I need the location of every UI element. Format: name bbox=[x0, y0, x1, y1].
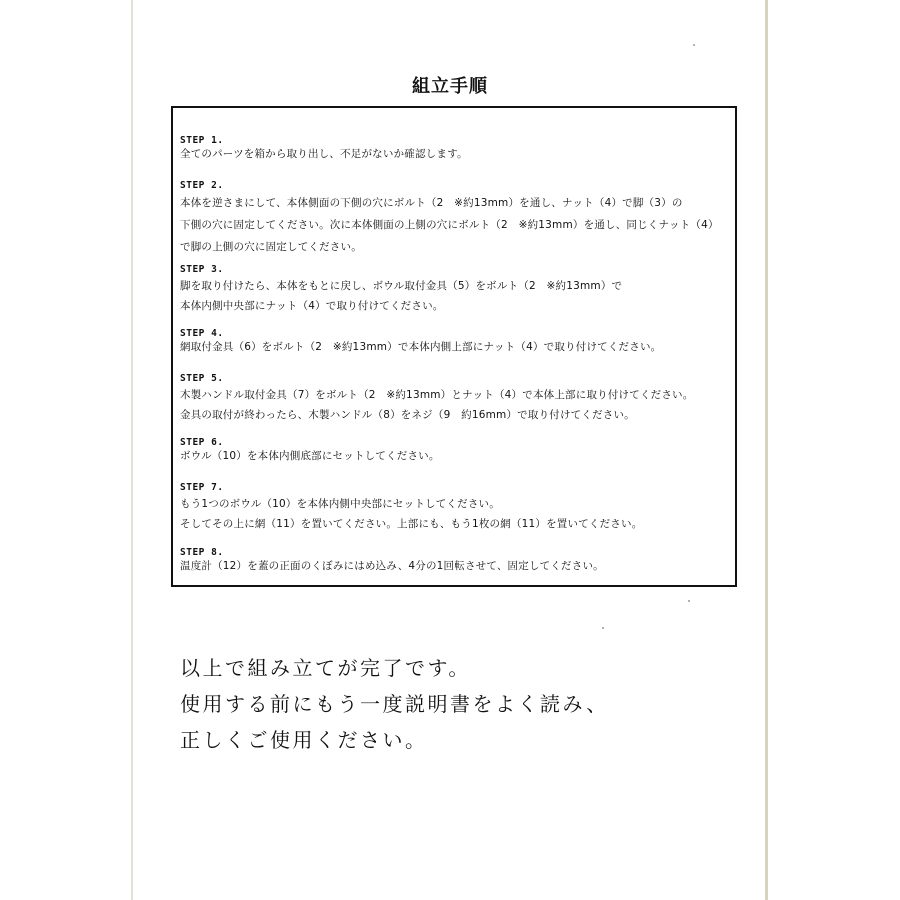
step-text: 本体内側中央部にナット（4）で取り付けてください。 bbox=[180, 300, 444, 312]
scan-speck bbox=[602, 627, 604, 629]
step-heading: STEP 7. bbox=[180, 482, 224, 493]
step-text: 網取付金具（6）をボルト（2 ※約13mm）で本体内側上部にナット（4）で取り付けてください。 bbox=[180, 341, 662, 353]
paper-edge-right bbox=[765, 0, 768, 900]
step-7 bbox=[180, 482, 731, 534]
step-text: そしてその上に網（11）を置いてください。上部にも、もう1枚の網（11）を置いてください。 bbox=[180, 518, 643, 530]
step-text: 全てのパーツを箱から取り出し、不足がないか確認します。 bbox=[180, 148, 468, 160]
closing-message bbox=[180, 650, 609, 758]
step-2 bbox=[180, 180, 731, 258]
step-heading: STEP 2. bbox=[180, 180, 224, 191]
scan-speck bbox=[693, 44, 695, 46]
steps-box bbox=[171, 106, 737, 587]
step-heading: STEP 5. bbox=[180, 373, 224, 384]
step-text: 本体を逆さまにして、本体側面の下側の穴にボルト（2 ※約13mm）を通し、ナット（4）で脚（3）の bbox=[180, 197, 683, 209]
step-6 bbox=[180, 437, 731, 464]
step-3 bbox=[180, 264, 731, 316]
closing-line: 以上で組み立てが完了です。 bbox=[180, 656, 471, 680]
step-heading: STEP 3. bbox=[180, 264, 224, 275]
step-5 bbox=[180, 373, 731, 425]
step-text: 木製ハンドル取付金具（7）をボルト（2 ※約13mm）とナット（4）で本体上部に取り付けてください。 bbox=[180, 389, 694, 401]
step-8 bbox=[180, 547, 731, 574]
step-text: 金具の取付が終わったら、木製ハンドル（8）をネジ（9 約16mm）で取り付けてください。 bbox=[180, 409, 635, 421]
closing-line: 正しくご使用ください。 bbox=[180, 728, 428, 752]
scan-speck bbox=[688, 600, 690, 602]
step-text: 温度計（12）を蓋の正面のくぼみにはめ込み、4分の1回転させて、固定してください。 bbox=[180, 560, 604, 572]
step-heading: STEP 1. bbox=[180, 135, 224, 146]
paper-edge-left bbox=[131, 0, 133, 900]
step-text: で脚の上側の穴に固定してください。 bbox=[180, 241, 362, 253]
page-title: 組立手順 bbox=[412, 76, 488, 97]
step-text: ボウル（10）を本体内側底部にセットしてください。 bbox=[180, 450, 440, 462]
step-text: 下側の穴に固定してください。次に本体側面の上側の穴にボルト（2 ※約13mm）を通し、同じくナット（4） bbox=[180, 219, 719, 231]
step-1 bbox=[180, 135, 731, 162]
step-text: 脚を取り付けたら、本体をもとに戻し、ボウル取付金具（5）をボルト（2 ※約13mm）で bbox=[180, 280, 623, 292]
step-4 bbox=[180, 328, 731, 355]
step-text: もう1つのボウル（10）を本体内側中央部にセットしてください。 bbox=[180, 498, 500, 510]
closing-line: 使用する前にもう一度説明書をよく読み、 bbox=[180, 692, 609, 716]
step-heading: STEP 4. bbox=[180, 328, 224, 339]
step-heading: STEP 6. bbox=[180, 437, 224, 448]
step-heading: STEP 8. bbox=[180, 547, 224, 558]
